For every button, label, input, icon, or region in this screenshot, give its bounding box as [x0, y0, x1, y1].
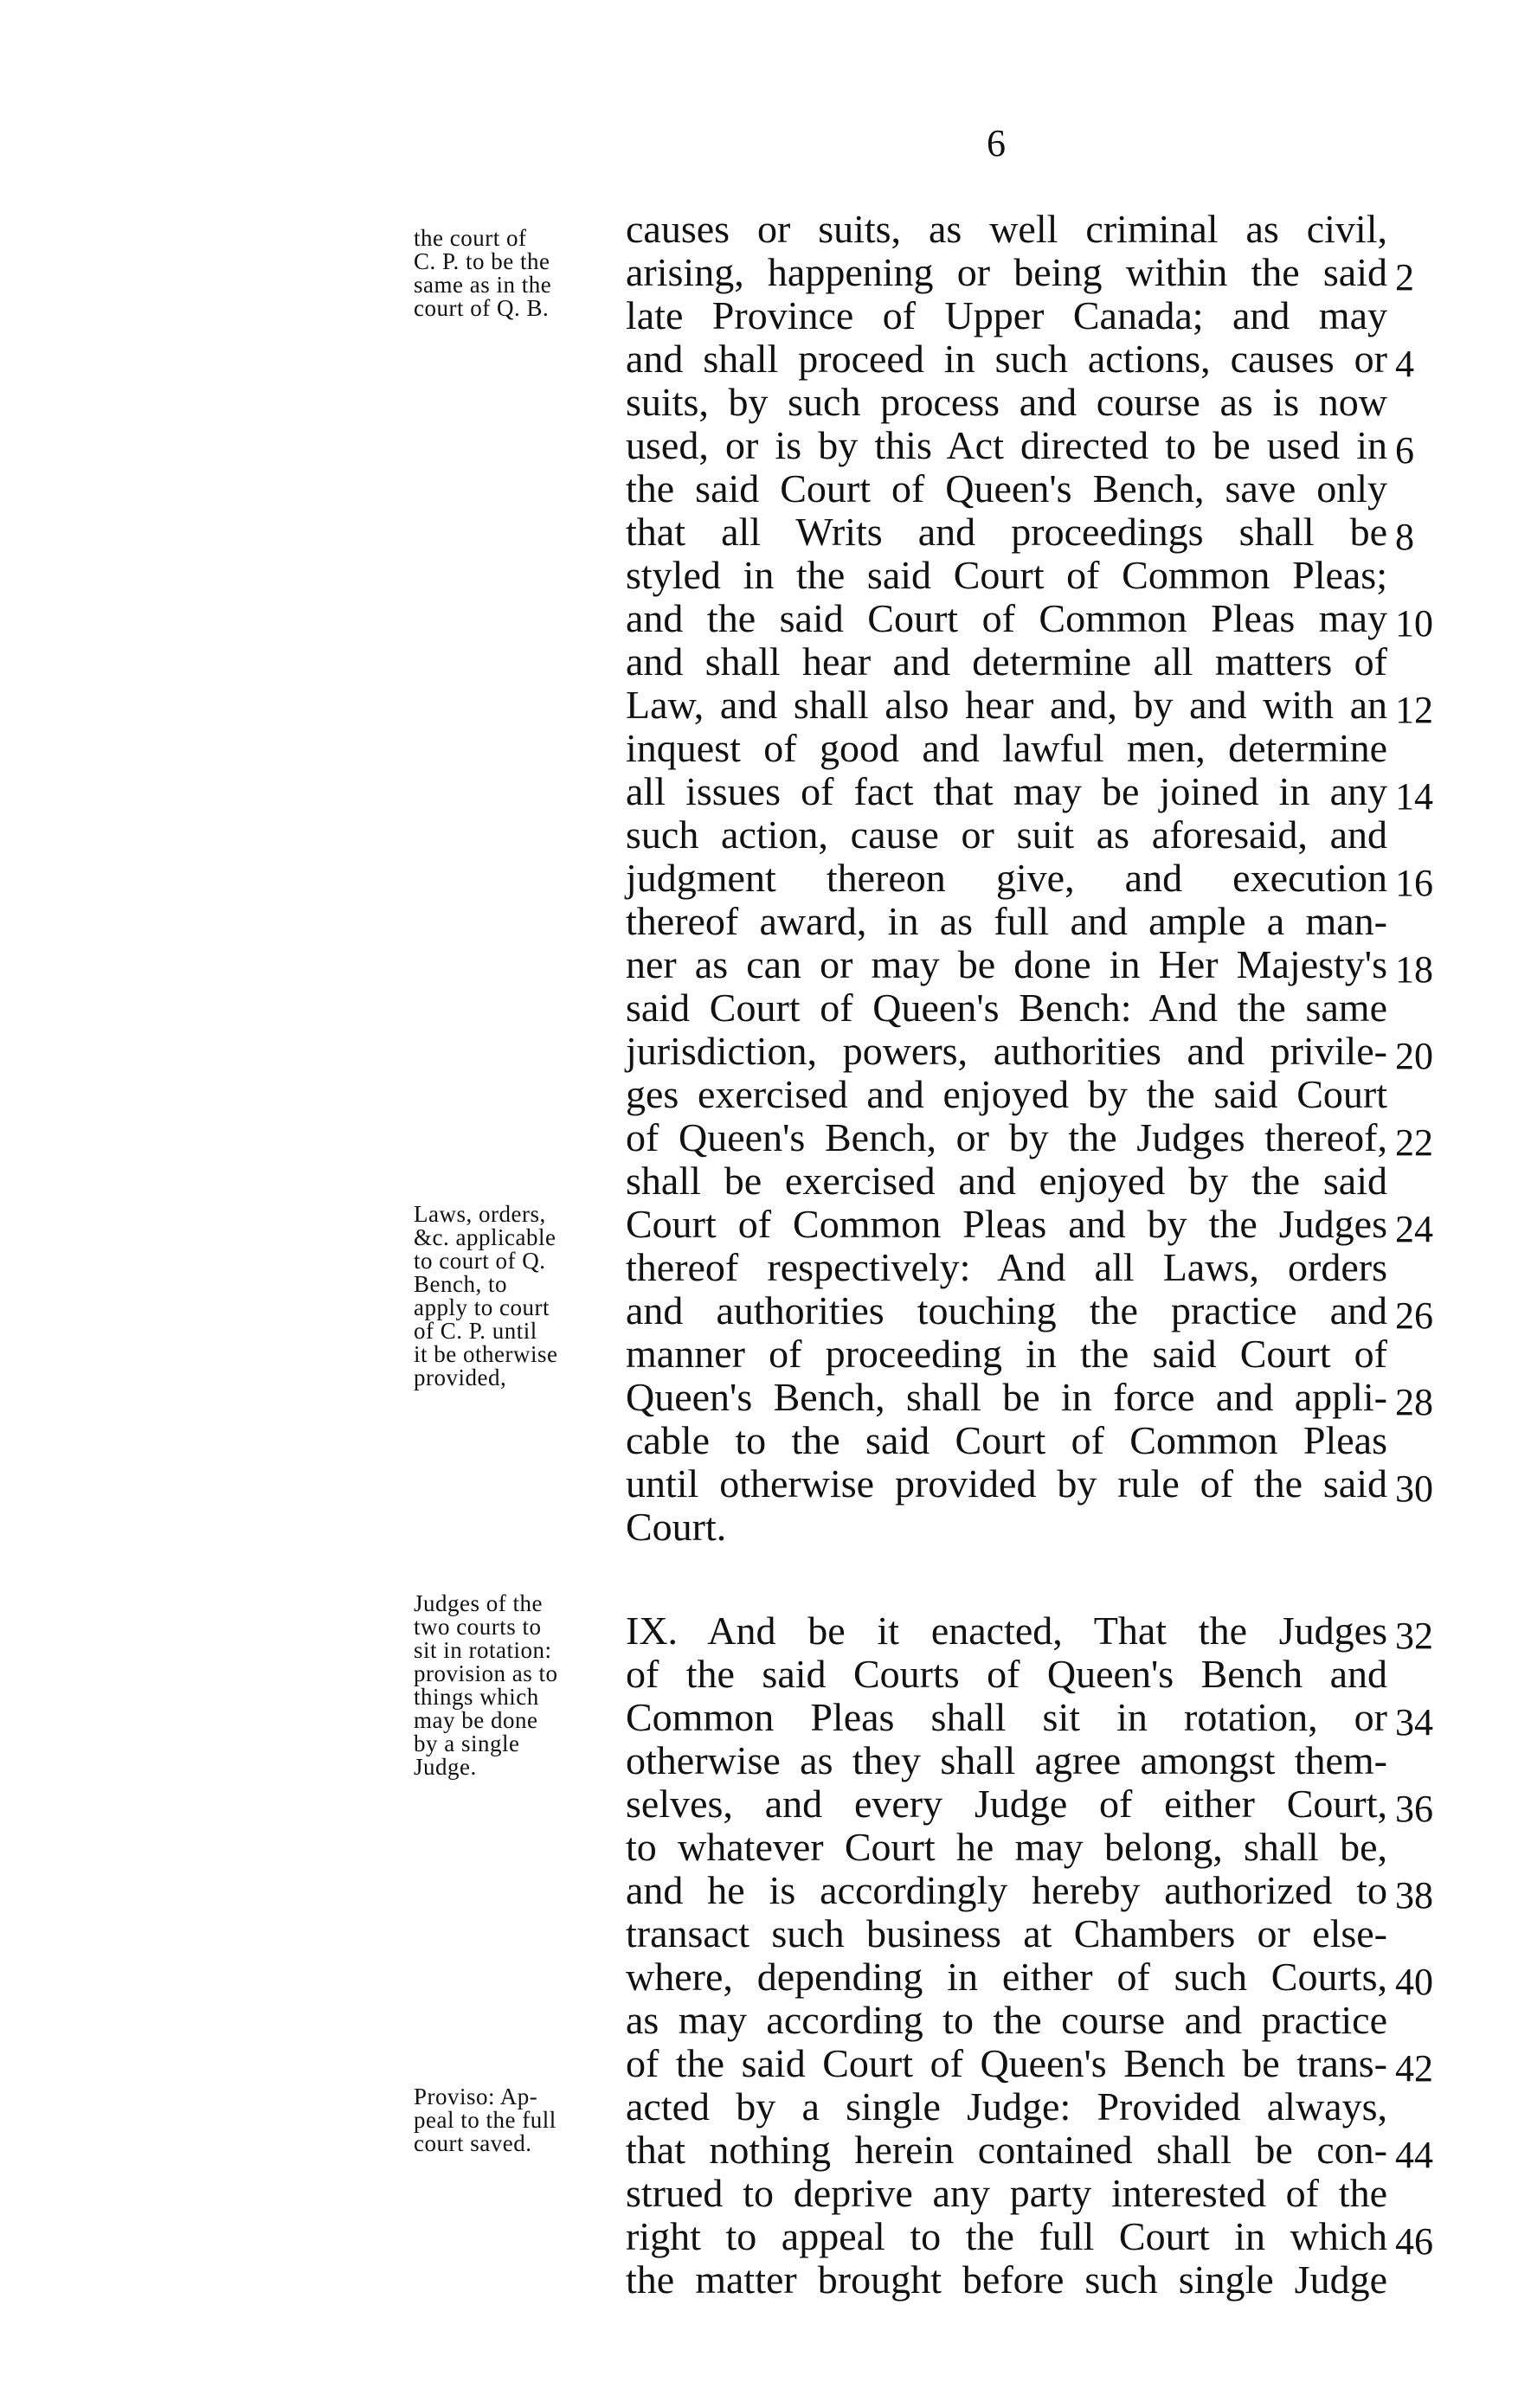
margin-note-line: C. P. to be the [414, 248, 550, 274]
line-number: 30 [1395, 1467, 1433, 1510]
body-line [626, 1073, 1387, 1116]
line-number: 12 [1395, 689, 1433, 731]
body-line-text: of the said Court of Queen's Bench be trans- [626, 2041, 1387, 2085]
body-line [626, 986, 1387, 1030]
body-line-text: until otherwise provided by rule of the said [626, 1461, 1387, 1506]
body-line [626, 510, 1387, 554]
margin-note-line: of C. P. until [414, 1318, 537, 1344]
line-number: 36 [1395, 1788, 1433, 1830]
body-line-text: that all Writs and proceedings shall be [626, 510, 1387, 554]
body-line-text: that nothing herein contained shall be con- [626, 2128, 1387, 2172]
margin-note-line: Judge. [414, 1754, 477, 1780]
body-line-text: Common Pleas shall sit in rotation, or [626, 1695, 1387, 1739]
body-line-text: as may according to the course and practice [626, 1998, 1387, 2042]
line-number: 40 [1395, 1961, 1433, 2003]
body-line-text: and shall hear and determine all matters of [626, 639, 1387, 684]
body-line-text: the matter brought before such single Judge [626, 2257, 1387, 2302]
margin-note-line: court saved. [414, 2130, 532, 2156]
body-line-text: right to appeal to the full Court in which [626, 2214, 1387, 2258]
body-line [626, 337, 1387, 381]
body-line-text: styled in the said Court of Common Pleas; [626, 553, 1387, 597]
margin-note-line: two courts to [414, 1614, 542, 1640]
body-line [626, 2215, 1387, 2258]
body-line [626, 1376, 1387, 1419]
margin-note-line: things which [414, 1684, 539, 1710]
body-line-text: where, depending in either of such Courts, [626, 1955, 1387, 1999]
body-line-text: used, or is by this Act directed to be used in [626, 423, 1387, 467]
line-number: 16 [1395, 862, 1433, 904]
body-line-text: manner of proceeding in the said Court of [626, 1332, 1387, 1376]
body-line [626, 1246, 1387, 1289]
body-line [626, 294, 1387, 337]
line-number: 28 [1395, 1381, 1433, 1423]
body-line [626, 2042, 1387, 2085]
body-line-text: judgment thereon give, and execution [626, 856, 1387, 900]
body-line [626, 1869, 1387, 1912]
body-line [626, 1782, 1387, 1826]
line-number: 44 [1395, 2134, 1433, 2176]
margin-note-line: provision as to [414, 1660, 558, 1686]
body-line-text: transact such business at Chambers or else- [626, 1911, 1387, 1955]
body-line [626, 1289, 1387, 1332]
margin-note-line: may be done [414, 1707, 538, 1733]
body-line-text: acted by a single Judge: Provided always, [626, 2084, 1387, 2129]
body-line [626, 467, 1387, 510]
body-line [626, 943, 1387, 986]
margin-note-judges-rotation [414, 1592, 600, 1779]
body-line [626, 1999, 1387, 2042]
line-number: 34 [1395, 1701, 1433, 1743]
body-line [626, 2085, 1387, 2129]
body-line-text: late Province of Upper Canada; and may [626, 293, 1387, 337]
line-number: 10 [1395, 602, 1433, 645]
line-number: 42 [1395, 2047, 1433, 2090]
body-line [626, 1332, 1387, 1376]
body-line [626, 1462, 1387, 1506]
body-line [626, 1609, 1387, 1653]
body-line [626, 554, 1387, 597]
body-line [626, 857, 1387, 900]
body-line [626, 2129, 1387, 2172]
line-number: 18 [1395, 948, 1433, 991]
body-line [626, 1653, 1387, 1696]
body-line-text: and the said Court of Common Pleas may [626, 596, 1387, 640]
line-number: 4 [1395, 343, 1414, 385]
body-line-text: strued to deprive any party interested of the [626, 2171, 1387, 2215]
body-line-text: Queen's Bench, shall be in force and appli- [626, 1375, 1387, 1419]
body-line [626, 900, 1387, 943]
margin-note-line: Proviso: Ap- [414, 2084, 538, 2109]
body-line-text: selves, and every Judge of either Court, [626, 1782, 1387, 1826]
body-line [626, 1826, 1387, 1869]
body-line [626, 424, 1387, 467]
body-line [626, 1419, 1387, 1462]
margin-note-line: it be otherwise [414, 1341, 558, 1367]
body-line-text: causes or suits, as well criminal as civil, [626, 207, 1387, 251]
paragraph-gap [626, 1549, 1387, 1609]
body-line-text: Court. [626, 1505, 727, 1549]
margin-note-line: apply to court [414, 1294, 550, 1320]
body-line-text: otherwise as they shall agree amongst them- [626, 1738, 1387, 1782]
body-line [626, 727, 1387, 770]
body-line-text: IX. And be it enacted, That the Judges [626, 1609, 1387, 1653]
margin-note-proviso [414, 2085, 600, 2155]
body-line-text: the said Court of Queen's Bench, save only [626, 466, 1387, 510]
line-number: 24 [1395, 1208, 1433, 1250]
body-line [626, 381, 1387, 424]
line-number: 38 [1395, 1874, 1433, 1917]
body-line [626, 251, 1387, 294]
body-line [626, 1696, 1387, 1739]
line-number: 22 [1395, 1121, 1433, 1164]
body-line-text: of the said Courts of Queen's Bench and [626, 1652, 1387, 1696]
body-line [626, 770, 1387, 813]
body-line [626, 208, 1387, 251]
body-line [626, 1116, 1387, 1159]
body-line [626, 2258, 1387, 2302]
body-line-text: ges exercised and enjoyed by the said Court [626, 1072, 1387, 1116]
body-line [626, 1203, 1387, 1246]
body-line [626, 1955, 1387, 1999]
body-line [626, 1739, 1387, 1782]
body-line-text: Court of Common Pleas and by the Judges [626, 1202, 1387, 1246]
body-line-text: ner as can or may be done in Her Majesty's [626, 942, 1387, 986]
margin-note-line: Judges of the [414, 1590, 543, 1616]
body-line [626, 684, 1387, 727]
body-line [626, 1506, 1387, 1549]
body-line-text: thereof respectively: And all Laws, orders [626, 1245, 1387, 1289]
body-line-text: jurisdiction, powers, authorities and privile- [626, 1029, 1387, 1073]
body-line-text: to whatever Court he may belong, shall be, [626, 1825, 1387, 1869]
body-line-text: such action, cause or suit as aforesaid, and [626, 812, 1387, 857]
margin-note-line: the court of [414, 225, 527, 251]
body-line-text: inquest of good and lawful men, determine [626, 726, 1387, 770]
line-number: 2 [1395, 256, 1414, 299]
body-line [626, 1030, 1387, 1073]
body-line-text: Law, and shall also hear and, by and with an [626, 683, 1387, 727]
line-number: 20 [1395, 1035, 1433, 1077]
line-number: 32 [1395, 1615, 1433, 1657]
margin-note-line: same as in the [414, 272, 552, 298]
body-line-text: thereof award, in as full and ample a man- [626, 899, 1387, 943]
margin-note-line: to court of Q. [414, 1248, 546, 1274]
margin-note-line: Laws, orders, [414, 1201, 546, 1227]
body-line [626, 2172, 1387, 2215]
body-line-text: shall be exercised and enjoyed by the said [626, 1159, 1387, 1203]
margin-note-line: by a single [414, 1731, 520, 1756]
body-line [626, 1912, 1387, 1955]
margin-note-line: court of Q. B. [414, 295, 550, 321]
body-line-text: suits, by such process and course as is now [626, 380, 1387, 424]
body-line-text: arising, happening or being within the said [626, 250, 1387, 294]
body-line-text: of Queen's Bench, or by the Judges thereof, [626, 1115, 1387, 1159]
margin-note-line: provided, [414, 1365, 507, 1390]
margin-note-court-cp [414, 227, 600, 320]
line-number: 6 [1395, 429, 1414, 472]
body-line [626, 1159, 1387, 1203]
margin-note-line: Bench, to [414, 1271, 507, 1297]
body-line-text: and authorities touching the practice and [626, 1288, 1387, 1332]
margin-note-laws-orders [414, 1203, 600, 1390]
body-line-text: all issues of fact that may be joined in any [626, 769, 1387, 813]
body-line-text: said Court of Queen's Bench: And the same [626, 986, 1387, 1030]
body-line-text: and he is accordingly hereby authorized to [626, 1868, 1387, 1912]
body-text [626, 208, 1387, 2302]
page-number: 6 [987, 122, 1006, 164]
line-number: 8 [1395, 516, 1414, 558]
body-line-text: and shall proceed in such actions, causes or [626, 337, 1387, 381]
margin-note-line: sit in rotation: [414, 1637, 552, 1663]
body-line [626, 813, 1387, 857]
margin-note-line: &c. applicable [414, 1224, 556, 1250]
line-number: 46 [1395, 2220, 1433, 2263]
margin-note-line: peal to the full [414, 2107, 556, 2133]
body-line [626, 597, 1387, 640]
line-number: 26 [1395, 1294, 1433, 1337]
body-line-text: cable to the said Court of Common Pleas [626, 1418, 1387, 1462]
line-number: 14 [1395, 775, 1433, 818]
body-line [626, 640, 1387, 684]
